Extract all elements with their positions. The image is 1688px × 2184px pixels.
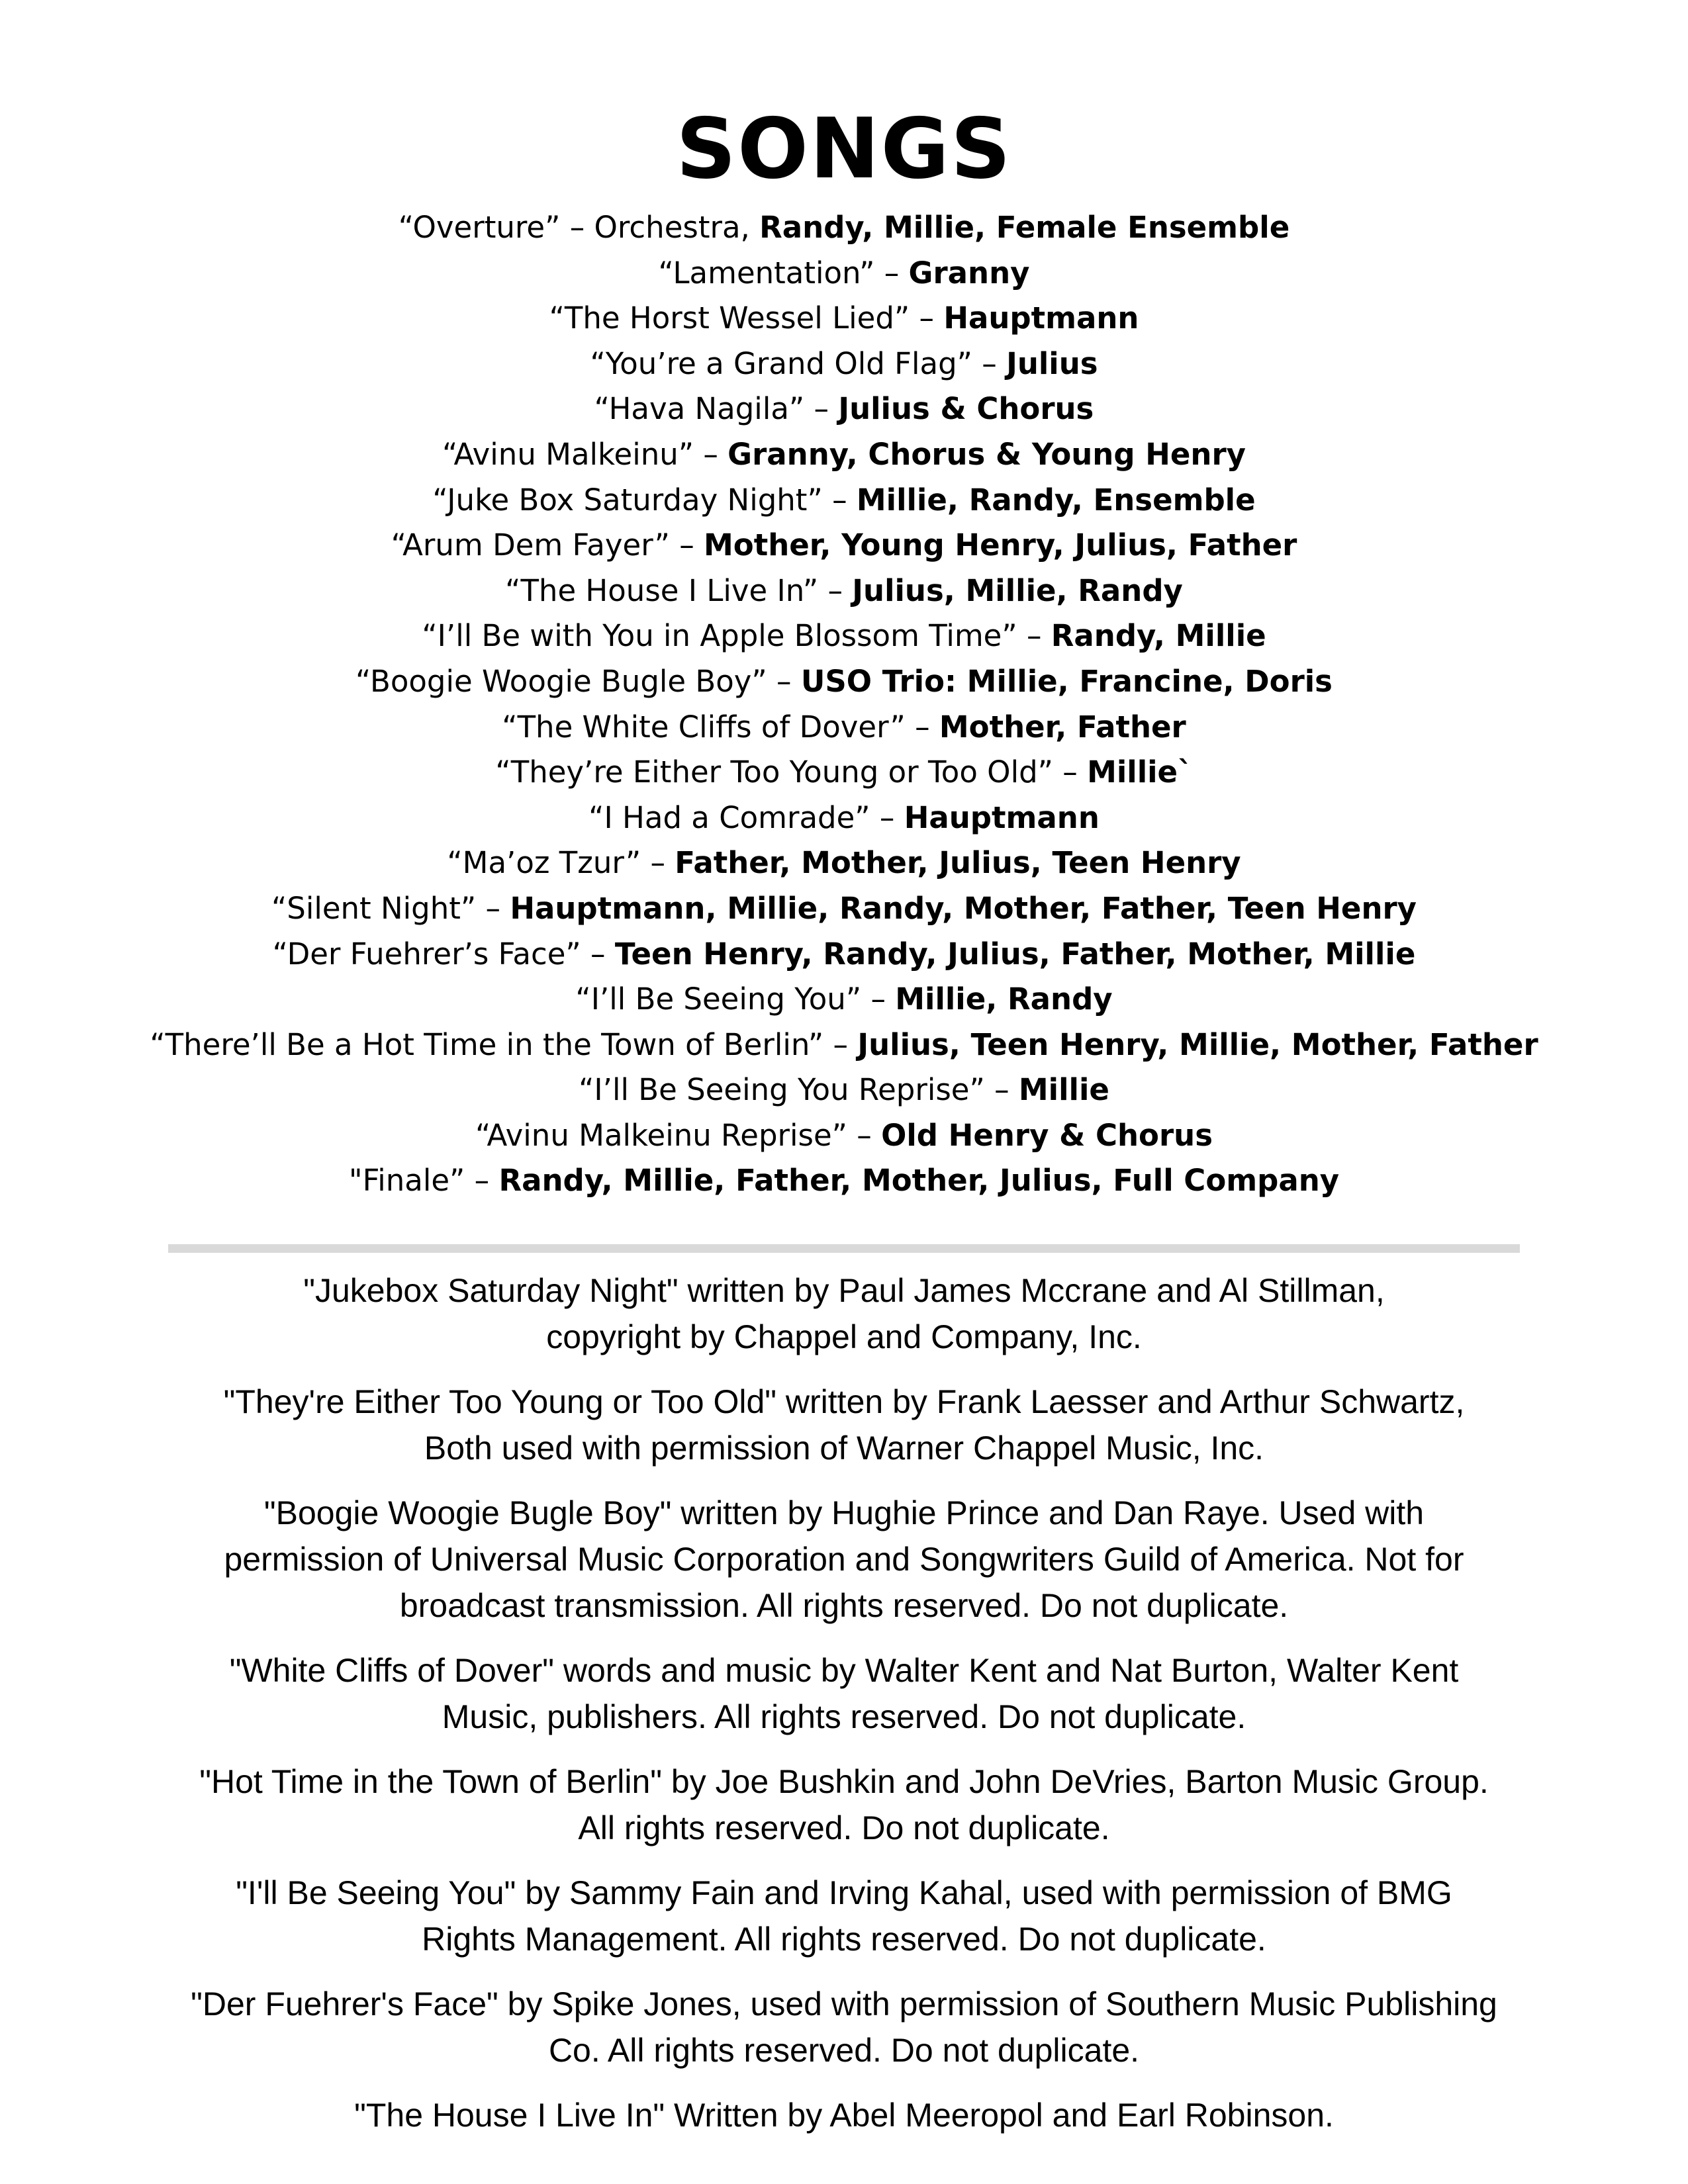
song-title: “Silent Night” – <box>271 890 510 926</box>
credit-line: All rights reserved. Do not duplicate. <box>578 1809 1110 1846</box>
song-entry <box>0 977 1688 1023</box>
song-title: "Finale” – <box>348 1163 499 1199</box>
song-title: “There’ll Be a Hot Time in the Town of Berlin” – <box>150 1026 858 1062</box>
credit-line: "Jukebox Saturday Night" written by Paul James Mccrane and Al Stillman, <box>303 1272 1385 1309</box>
song-title: “They’re Either Too Young or Too Old” – <box>495 754 1088 790</box>
song-entry <box>0 1158 1688 1204</box>
song-performers: Father, Mother, Julius, Teen Henry <box>675 845 1241 881</box>
song-entry <box>0 614 1688 659</box>
song-title: “I Had a Comrade” – <box>588 799 904 835</box>
credit-line: "They're Either Too Young or Too Old" written by Frank Laesser and Arthur Schwartz, <box>223 1383 1465 1420</box>
credit-paragraph <box>116 1490 1572 1629</box>
credit-line: Both used with permission of Warner Chappel Music, Inc. <box>424 1430 1264 1467</box>
credit-line: "I'll Be Seeing You" by Sammy Fain and Irving Kahal, used with permission of BMG <box>236 1874 1452 1911</box>
credit-line: "The House I Live In" Written by Abel Meeropol and Earl Robinson. <box>354 2097 1334 2134</box>
song-title: “I’ll Be Seeing You” – <box>575 981 896 1017</box>
song-performers: Hauptmann <box>904 799 1100 835</box>
song-title: “Hava Nagila” – <box>594 391 839 427</box>
song-performers: Millie <box>1018 1072 1109 1108</box>
song-title: “Lamentation” – <box>658 255 909 291</box>
credit-line: permission of Universal Music Corporation and Songwriters Guild of America. Not for <box>224 1541 1464 1578</box>
song-title: “I’ll Be with You in Apple Blossom Time” – <box>422 618 1051 654</box>
song-title: “Boogie Woogie Bugle Boy” – <box>355 663 801 699</box>
song-title: “Juke Box Saturday Night” – <box>432 482 857 518</box>
song-entry <box>0 205 1688 251</box>
song-entry <box>0 796 1688 841</box>
song-entry <box>0 705 1688 751</box>
song-performers: Millie` <box>1087 754 1193 790</box>
song-entry <box>0 841 1688 886</box>
divider <box>168 1244 1520 1253</box>
song-title: “I’ll Be Seeing You Reprise” – <box>579 1072 1019 1108</box>
song-title: “Overture” – Orchestra, <box>398 210 760 245</box>
song-entry <box>0 569 1688 614</box>
song-entry <box>0 523 1688 569</box>
song-performers: Julius & Chorus <box>838 391 1094 427</box>
song-performers: Randy, Millie, Father, Mother, Julius, Full Company <box>498 1163 1340 1199</box>
song-performers: Mother, Father <box>939 709 1186 745</box>
song-performers: Millie, Randy <box>895 981 1113 1017</box>
credit-paragraph <box>116 1981 1572 2073</box>
song-list <box>0 205 1688 1204</box>
song-performers: Randy, Millie <box>1051 618 1266 654</box>
song-entry <box>0 932 1688 978</box>
song-entry <box>0 432 1688 478</box>
credit-line: "Boogie Woogie Bugle Boy" written by Hughie Prince and Dan Raye. Used with <box>263 1494 1425 1531</box>
credit-line: broadcast transmission. All rights reserved. Do not duplicate. <box>399 1587 1289 1624</box>
song-title: “Der Fuehrer’s Face” – <box>272 936 615 972</box>
song-performers: Granny <box>908 255 1030 291</box>
song-performers: Hauptmann <box>943 300 1139 336</box>
song-title: “You’re a Grand Old Flag” – <box>590 345 1007 381</box>
credit-paragraph <box>116 1379 1572 1471</box>
song-entry <box>0 750 1688 796</box>
song-title: “Avinu Malkeinu” – <box>442 436 728 472</box>
song-entry <box>0 478 1688 523</box>
song-title: “The Horst Wessel Lied” – <box>549 300 944 336</box>
song-entry <box>0 387 1688 432</box>
credit-line: "Der Fuehrer's Face" by Spike Jones, used with permission of Southern Music Publishing <box>191 1985 1497 2023</box>
song-entry <box>0 1113 1688 1159</box>
credits-section <box>116 1267 1572 2157</box>
song-title: “Avinu Malkeinu Reprise” – <box>475 1117 882 1153</box>
song-entry <box>0 251 1688 296</box>
song-title: “Arum Dem Fayer” – <box>391 527 704 563</box>
credit-line: "White Cliffs of Dover" words and music by Walter Kent and Nat Burton, Walter Kent <box>229 1652 1459 1689</box>
credit-paragraph <box>116 1647 1572 1740</box>
song-performers: Randy, Millie, Female Ensemble <box>759 210 1290 245</box>
song-title: “Ma’oz Tzur” – <box>447 845 675 881</box>
song-entry <box>0 1068 1688 1113</box>
song-entry <box>0 886 1688 932</box>
credit-paragraph <box>116 1870 1572 1962</box>
song-performers: USO Trio: Millie, Francine, Doris <box>800 663 1333 699</box>
credit-line: copyright by Chappel and Company, Inc. <box>546 1318 1142 1355</box>
song-title: “The White Cliffs of Dover” – <box>502 709 939 745</box>
song-performers: Julius, Teen Henry, Millie, Mother, Father <box>857 1026 1538 1062</box>
song-performers: Hauptmann, Millie, Randy, Mother, Father, Teen Henry <box>510 890 1417 926</box>
page-title: SONGS <box>676 100 1012 197</box>
song-performers: Granny, Chorus & Young Henry <box>727 436 1246 472</box>
song-entry <box>0 296 1688 341</box>
song-entry <box>0 341 1688 387</box>
song-performers: Julius <box>1006 345 1098 381</box>
credit-paragraph <box>116 2092 1572 2138</box>
song-title: “The House I Live In” – <box>505 572 853 608</box>
song-entry <box>0 659 1688 705</box>
credit-paragraph <box>116 1267 1572 1360</box>
song-performers: Teen Henry, Randy, Julius, Father, Mother, Millie <box>614 936 1416 972</box>
credit-line: Music, publishers. All rights reserved. Do not duplicate. <box>442 1698 1246 1735</box>
credit-line: "Hot Time in the Town of Berlin" by Joe Bushkin and John DeVries, Barton Music Group. <box>199 1763 1489 1800</box>
credit-paragraph <box>116 1758 1572 1851</box>
song-performers: Millie, Randy, Ensemble <box>856 482 1256 518</box>
credit-line: Co. All rights reserved. Do not duplicate. <box>548 2032 1140 2069</box>
song-performers: Old Henry & Chorus <box>881 1117 1213 1153</box>
song-performers: Julius, Millie, Randy <box>852 572 1183 608</box>
credit-line: Rights Management. All rights reserved. Do not duplicate. <box>422 1921 1266 1958</box>
song-entry <box>0 1023 1688 1068</box>
song-performers: Mother, Young Henry, Julius, Father <box>704 527 1297 563</box>
